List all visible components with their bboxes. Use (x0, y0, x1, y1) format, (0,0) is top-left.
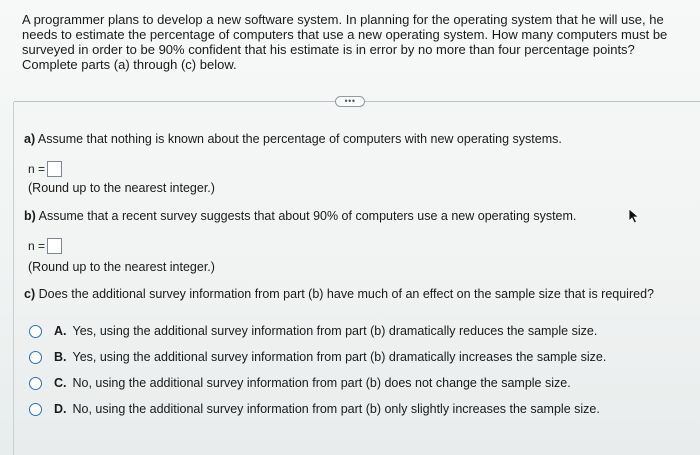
part-a-text: Assume that nothing is known about the percentage of computers with new operating systems. (37, 132, 562, 146)
mouse-cursor-icon (628, 208, 640, 224)
choice-c-radio[interactable] (29, 377, 42, 390)
part-a-round-note: (Round up to the nearest integer.) (28, 181, 215, 195)
part-b-n-label: n = (28, 239, 46, 253)
choice-c[interactable] (29, 376, 571, 391)
part-b-text: Assume that a recent survey suggests that about 90% of computers use a new operating system. (38, 209, 577, 223)
choice-c-letter: C. (54, 376, 67, 390)
question-text: A programmer plans to develop a new software system. In planning for the operating system that he will use, he needs to estimate the percentage of computers that use a new operating system. How many computers must be surveyed in order to be 90% confident that his estimate is in error by no more than four percentage points? Complete parts (a) through (c) below. (22, 12, 668, 72)
choice-a-radio[interactable] (29, 325, 42, 338)
part-a-answer-row (28, 161, 62, 177)
choice-d-letter: D. (54, 402, 67, 416)
part-b-answer-row (28, 238, 62, 254)
choice-c-text: No, using the additional survey information from part (b) does not change the sample size. (72, 376, 571, 390)
choice-d-radio[interactable] (29, 403, 42, 416)
part-c-prompt (24, 287, 654, 302)
part-b-answer-input[interactable] (47, 238, 62, 254)
choice-a-text: Yes, using the additional survey information from part (b) dramatically reduces the sample size. (72, 324, 598, 338)
part-b-prefix: b) (24, 209, 36, 223)
part-c-prefix: c) (24, 287, 36, 301)
choice-b[interactable] (29, 350, 606, 365)
expand-more-button[interactable]: ••• (335, 96, 365, 107)
part-a-n-label: n = (28, 162, 46, 176)
part-c-text: Does the additional survey information from part (b) have much of an effect on the sample size that is required? (38, 287, 654, 301)
choice-d[interactable] (29, 402, 600, 417)
part-a-answer-input[interactable] (47, 161, 62, 177)
choice-b-radio[interactable] (29, 351, 42, 364)
left-border-line (13, 102, 14, 455)
choice-d-text: No, using the additional survey information from part (b) only slightly increases the sample size. (72, 402, 600, 416)
choice-b-text: Yes, using the additional survey information from part (b) dramatically increases the sample size. (72, 350, 607, 364)
choice-a[interactable] (29, 324, 597, 339)
part-b-prompt (24, 209, 576, 224)
part-a-prefix: a) (24, 132, 36, 146)
choice-a-letter: A. (54, 324, 67, 338)
part-a-prompt (24, 132, 562, 147)
choice-b-letter: B. (54, 350, 67, 364)
part-b-round-note: (Round up to the nearest integer.) (28, 260, 215, 274)
